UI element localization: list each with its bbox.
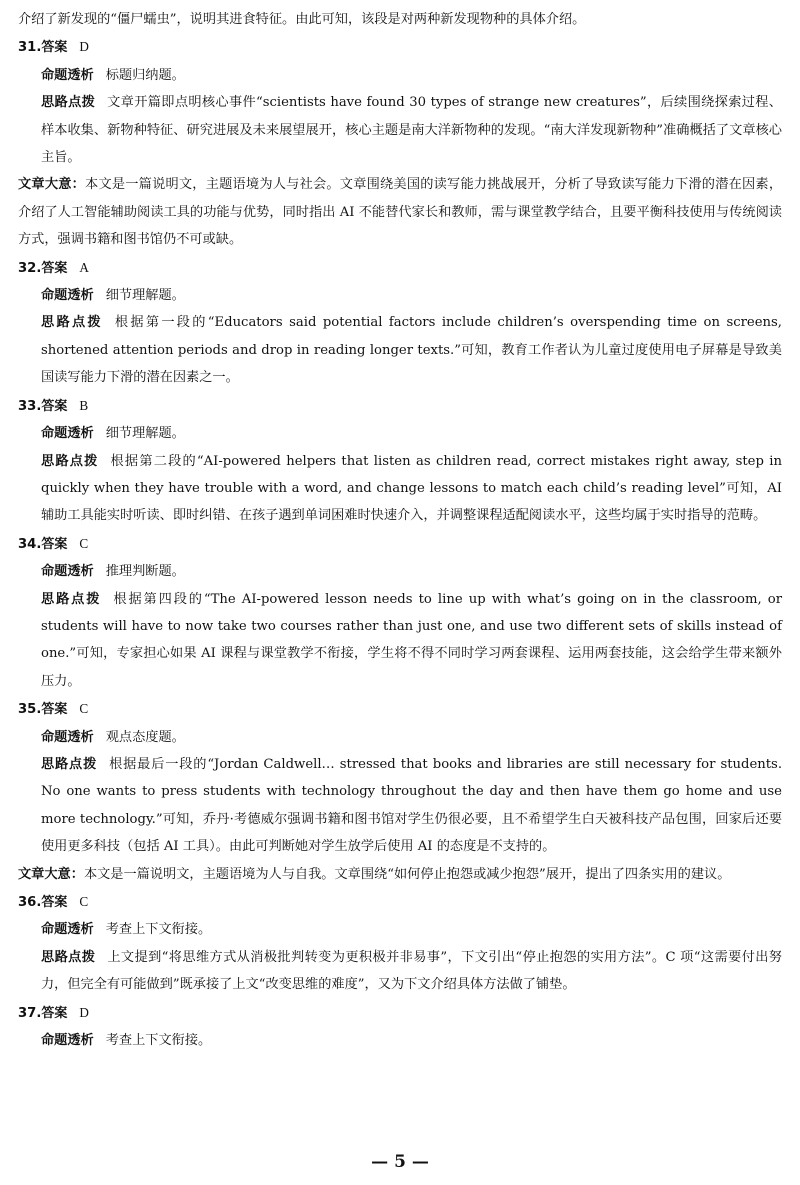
q32-answer-value: A <box>79 259 89 275</box>
q36-tips-text: 上文提到“将思维方式从消极批判转变为更积极并非易事”，下文引出“停止抱怨的实用方法”。C 项“这需要付出努力，但完全有可能做到”既承接了上文“改变思维的难度”，又为下文介绍具体方法做了铺垫。 <box>41 949 782 993</box>
q33-answer-value: B <box>79 397 89 413</box>
q32-analysis-line <box>18 282 782 309</box>
summary-1-label: 文章大意： <box>18 177 86 193</box>
q32-answer-label: 答案 <box>41 260 68 276</box>
q35-tips-line <box>18 751 782 861</box>
q31-number: 31. <box>18 40 42 56</box>
q34-tips-line <box>18 586 782 696</box>
q34-answer-label: 答案 <box>41 536 68 552</box>
q33-tips-line <box>18 448 782 530</box>
q34-answer-line <box>18 530 782 558</box>
q32-analysis-label: 命题透析 <box>41 288 94 304</box>
q37-number: 37. <box>18 1005 42 1021</box>
q31-tips-line <box>18 89 782 171</box>
q36-analysis-line <box>18 916 782 943</box>
q31-answer-line <box>18 33 782 61</box>
q35-analysis-label: 命题透析 <box>41 729 94 745</box>
page-content <box>18 6 782 1054</box>
q34-number: 34. <box>18 536 42 552</box>
q37-analysis-line <box>18 1027 782 1054</box>
q31-analysis-label: 命题透析 <box>41 67 94 83</box>
page-number: — 5 — <box>371 1152 429 1172</box>
q37-answer-label: 答案 <box>41 1005 68 1021</box>
q35-analysis-text: 观点态度题。 <box>105 729 185 745</box>
q36-answer-line <box>18 888 782 916</box>
q36-tips-label: 思路点拨 <box>41 949 96 965</box>
q35-tips-text: 根据最后一段的“Jordan Caldwell… stressed that books and libraries are still necessary for students. No one wants to press students with technology throughout the day and then have them go home and use more technology.”可知，乔丹·考德威尔强调书籍和图书馆对学生仍很必要，且不希望学生白天被科技产品包围，回家后还要使用更多科技（包括 AI 工具）。由此可判断她对学生放学后使用 AI 的态度是不支持的。 <box>41 756 783 855</box>
q35-answer-value: C <box>79 701 89 717</box>
q37-answer-value: D <box>79 1004 89 1020</box>
q34-analysis-line <box>18 558 782 585</box>
q33-analysis-label: 命题透析 <box>41 426 94 442</box>
q32-analysis-text: 细节理解题。 <box>105 288 185 304</box>
q32-tips-line <box>18 309 782 391</box>
q36-analysis-text: 考查上下文衔接。 <box>105 922 212 938</box>
q35-tips-label: 思路点拨 <box>41 756 98 772</box>
q33-tips-text: 根据第二段的“AI-powered helpers that listen as children read, correct mistakes right away, step in quickly when they have trouble with a word, and change lessons to match each child’s reading level”可知，AI 辅助工具能实时听读、即时纠错、在孩子遇到单词困难时快速介入，并调整课程适配阅读水平，这些均属于实时指导的范畴。 <box>41 453 782 524</box>
q35-analysis-line <box>18 724 782 751</box>
q34-tips-label: 思路点拨 <box>41 591 102 607</box>
q32-tips-label: 思路点拨 <box>41 315 103 331</box>
q33-tips-label: 思路点拨 <box>41 453 99 469</box>
q35-answer-line <box>18 695 782 723</box>
q34-analysis-text: 推理判断题。 <box>105 564 185 580</box>
q31-answer-label: 答案 <box>41 40 68 56</box>
intro-line: 介绍了新发现的“僵尸蠕虫”，说明其进食特征。由此可知，该段是对两种新发现物种的具体介绍。 <box>18 12 586 27</box>
article-summary-1 <box>18 171 782 253</box>
summary-1-text: 本文是一篇说明文，主题语境为人与社会。文章围绕美国的读写能力挑战展开，分析了导致读写能力下滑的潜在因素，介绍了人工智能辅助阅读工具的功能与优势，同时指出 AI 不能替代家长和教师，需与课堂教学结合，且要平衡科技使用与传统阅读方式，强调书籍和图书馆仍不可或缺。 <box>18 177 783 248</box>
q33-analysis-text: 细节理解题。 <box>105 426 185 442</box>
q33-answer-label: 答案 <box>41 398 68 414</box>
q36-analysis-label: 命题透析 <box>41 922 94 938</box>
q36-tips-line <box>18 944 782 999</box>
q31-answer-value: D <box>79 39 89 55</box>
summary-2-label: 文章大意： <box>18 866 84 882</box>
q31-analysis-line <box>18 62 782 89</box>
q35-number: 35. <box>18 702 42 718</box>
q36-answer-label: 答案 <box>41 895 68 910</box>
q32-number: 32. <box>18 260 42 276</box>
q31-analysis-text: 标题归纳题。 <box>105 67 185 83</box>
q32-tips-text: 根据第一段的“Educators said potential factors include children’s overspending time on screens, shortened attention periods and drop in reading longer texts.”可知，教育工作者认为儿童过度使用电子屏幕是导致美国读写能力下滑的潜在因素之一。 <box>41 315 782 386</box>
q37-answer-line <box>18 999 782 1027</box>
q31-tips-text: 文章开篇即点明核心事件“scientists have found 30 types of strange new creatures”，后续围绕探索过程、样本收集、新物种特征、研究进展及未来展望展开，核心主题是南大洋新物种的发现。“南大洋发现新物种”准确概括了文章核心主旨。 <box>41 95 782 166</box>
article-summary-2 <box>18 861 782 888</box>
q37-analysis-label: 命题透析 <box>41 1033 94 1049</box>
q33-analysis-line <box>18 420 782 447</box>
q37-analysis-text: 考查上下文衔接。 <box>105 1033 212 1049</box>
q31-tips-label: 思路点拨 <box>41 95 96 111</box>
q35-answer-label: 答案 <box>41 702 68 718</box>
summary-2-text: 本文是一篇说明文，主题语境为人与自我。文章围绕“如何停止抱怨或减少抱怨”展开，提出了四条实用的建议。 <box>83 866 731 882</box>
q34-answer-value: C <box>79 535 89 551</box>
q32-answer-line <box>18 254 782 282</box>
q33-answer-line <box>18 392 782 420</box>
q36-number: 36. <box>18 895 42 910</box>
q33-number: 33. <box>18 398 42 414</box>
q34-analysis-label: 命题透析 <box>41 564 94 580</box>
q34-tips-text: 根据第四段的“The AI-powered lesson needs to line up with what’s going on in the classroom, or students will have to now take two courses rather than just one, and use two different sets of skills instead of one.”可知，专家担心如果 AI 课程与课堂教学不衔接，学生将不得不同时学习两套课程、运用两套技能，这会给学生带来额外压力。 <box>41 591 783 689</box>
q36-answer-value: C <box>79 894 89 909</box>
